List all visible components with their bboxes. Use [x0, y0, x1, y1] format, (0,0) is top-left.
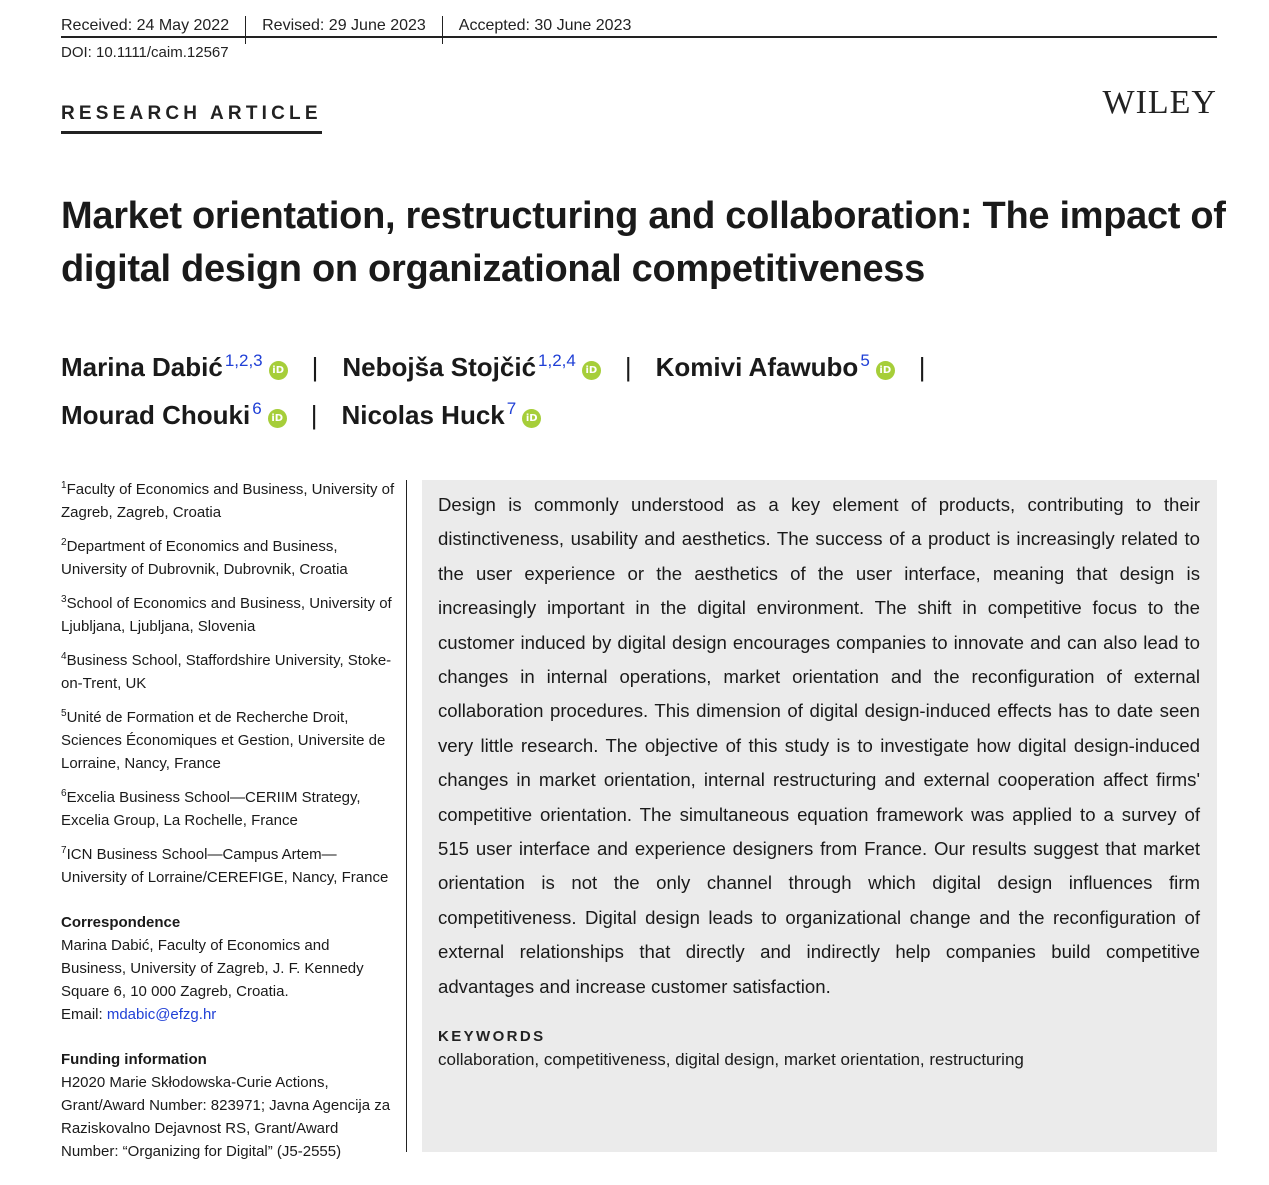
author-name[interactable]: Nebojša Stojčić: [342, 352, 537, 382]
author-name[interactable]: Komivi Afawubo: [655, 352, 859, 382]
email-link[interactable]: mdabic@efzg.hr: [106, 1006, 217, 1023]
orcid-icon[interactable]: iD: [522, 409, 541, 428]
author-separator: |: [311, 352, 319, 382]
abstract-box: [422, 480, 1217, 1152]
author-separator: |: [624, 352, 632, 382]
author-affil-ref[interactable]: 1,2,4: [538, 351, 576, 370]
affiliation: $^5$Unité de Formation et de Recherche Droit, Sciences Économiques et Gestion, Universite de Lorraine, Nancy, France: [61, 708, 386, 772]
author-name[interactable]: Marina Dabić: [61, 352, 223, 382]
publisher-logo: WILEY: [1102, 84, 1217, 121]
sidebar-info: [61, 474, 396, 1163]
correspondence-heading: Correspondence: [61, 914, 181, 931]
author-name[interactable]: Mourad Chouki: [61, 400, 251, 430]
affiliation: $^3$School of Economics and Business, University of Ljubljana, Ljubljana, Slovenia: [61, 594, 392, 635]
doi[interactable]: DOI: 10.1111/caim.12567: [61, 44, 229, 61]
orcid-icon[interactable]: iD: [269, 361, 288, 380]
keywords-heading: KEYWORDS: [438, 1028, 546, 1046]
funding-text: H2020 Marie Skłodowska-Curie Actions, Grant/Award Number: 823971; Javna Agencija za Raziskovalno Dejavnost RS, Grant/Award Number: “Organizing for Digital” (J5-2555): [61, 1074, 391, 1160]
author-affil-ref[interactable]: 5: [860, 351, 870, 370]
header-rule: [61, 36, 1217, 38]
keywords-list: collaboration, competitiveness, digital design, market orientation, restructuring: [438, 1050, 1024, 1070]
author-name[interactable]: Nicolas Huck: [341, 400, 505, 430]
affiliation: $^6$Excelia Business School—CERIIM Strategy, Excelia Group, La Rochelle, France: [61, 788, 361, 829]
author-separator: |: [310, 400, 318, 430]
author-separator: |: [918, 352, 926, 382]
affiliation: $^4$Business School, Staffordshire University, Stoke-on-Trent, UK: [61, 651, 392, 692]
affiliation: $^7$ICN Business School—Campus Artem—University of Lorraine/CEREFIGE, Nancy, France: [61, 845, 389, 886]
column-divider: [406, 480, 407, 1152]
orcid-icon[interactable]: iD: [268, 409, 287, 428]
author-affil-ref[interactable]: 1,2,3: [224, 351, 263, 370]
revised-date: Revised: 29 June 2023: [262, 17, 426, 34]
correspondence-text: Marina Dabić, Faculty of Economics and Business, University of Zagreb, J. F. Kennedy Square 6, 10 000 Zagreb, Croatia. Email: mdabic@efzg.hr: [61, 937, 364, 1023]
orcid-icon[interactable]: iD: [876, 361, 895, 380]
received-date: Received: 24 May 2022: [61, 17, 230, 34]
accepted-date: Accepted: 30 June 2023: [458, 17, 632, 34]
orcid-icon[interactable]: iD: [582, 361, 601, 380]
article-title: Market orientation, restructuring and collaboration: The impact of digital design on organizational competitiveness: [61, 195, 1226, 290]
abstract-text: Design is commonly understood as a key element of products, contributing to their distinctiveness, usability and aesthetics. The success of a product is increasingly related to the user experience or the aesthetics of the user interface, meaning that design is increasingly important in the digital environment. The shift in competitive focus to the customer induced by digital design encourages companies to innovate and can also lead to changes in internal operations, market orientation and the reconfiguration of external collaboration procedures. This dimension of digital design-induced effects has to date seen very little research. The objective of this study is to investigate how digital design-induced changes in market orientation, internal restructuring and external cooperation affect firms' competitive orientation. The simultaneous equation framework was applied to a survey of 515 user interface and experience designers from France. Our results suggest that market orientation is not the only channel through which digital design influences firm competitiveness. Digital design leads to organizational change and the reconfiguration of external relationships that directly and indirectly help companies build competitive advantages and increase customer satisfaction.: [438, 494, 1200, 997]
affiliation: $^1$Faculty of Economics and Business, University of Zagreb, Zagreb, Croatia: [61, 480, 395, 521]
funding-heading: Funding information: [61, 1051, 207, 1068]
author-line-2: [61, 388, 1221, 436]
author-list: [61, 340, 1221, 436]
author-affil-ref[interactable]: 7: [506, 399, 517, 418]
date-separator: [245, 16, 246, 44]
author-line-1: [61, 340, 1221, 388]
article-type: RESEARCH ARTICLE: [61, 103, 322, 134]
affiliation: $^2$Department of Economics and Business, University of Dubrovnik, Dubrovnik, Croatia: [61, 537, 348, 578]
author-affil-ref[interactable]: 6: [252, 399, 262, 418]
date-separator: [442, 16, 443, 44]
